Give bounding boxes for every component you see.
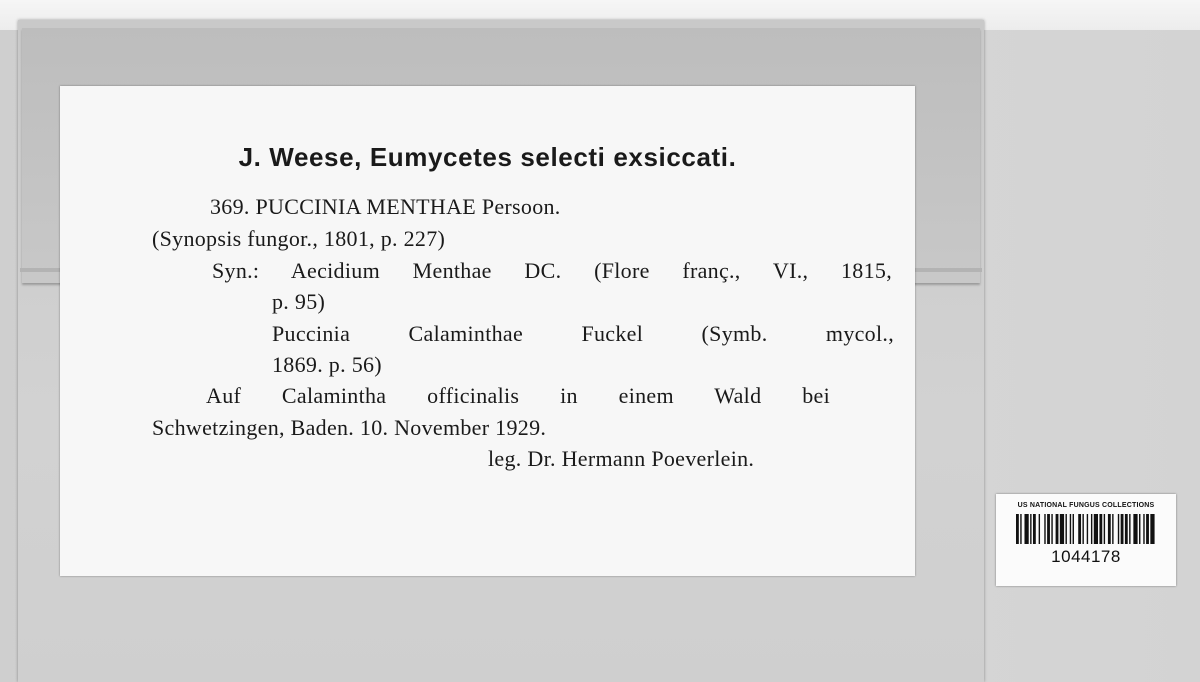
barcode-bar	[1024, 514, 1028, 544]
barcode-header: US NATIONAL FUNGUS COLLECTIONS	[1017, 502, 1155, 509]
barcode-bar	[1150, 514, 1154, 544]
barcode-bar	[1112, 514, 1113, 544]
barcode-bar	[1020, 514, 1021, 544]
label-title: J. Weese, Eumycetes selecti exsiccati.	[238, 142, 737, 172]
collector-line: leg. Dr. Hermann Poeverlein.	[488, 446, 755, 471]
synonym-line-1-cont: p. 95)	[272, 289, 326, 314]
barcode-bar	[1091, 514, 1092, 544]
barcode-bar	[1082, 514, 1083, 544]
barcode-bar	[1039, 514, 1040, 544]
barcode-bar	[1108, 514, 1111, 544]
barcode-bar	[1051, 514, 1052, 544]
host-locality-line: Auf Calamintha officinalis in einem Wald bei	[206, 383, 830, 408]
barcode-bar	[1139, 514, 1140, 544]
barcode-bar	[1099, 514, 1102, 544]
barcode-bar	[1033, 514, 1036, 544]
barcode-label	[996, 494, 1176, 586]
barcode-bar	[1073, 514, 1074, 544]
barcode-bar	[1060, 514, 1064, 544]
barcode-bar	[1065, 514, 1066, 544]
barcode-bar	[1129, 514, 1130, 544]
synonym-line-2: Puccinia Calaminthae Fuckel (Symb. mycol.,	[272, 321, 894, 346]
barcode-number: 1044178	[1051, 547, 1121, 566]
barcode-bars	[1016, 514, 1156, 544]
synonym-line-1: Syn.: Aecidium Menthae DC. (Flore franç., VI., 1815,	[212, 258, 892, 283]
barcode-bar	[1070, 514, 1071, 544]
barcode-bar	[1094, 514, 1098, 544]
barcode-bar	[1087, 514, 1088, 544]
barcode-bar	[1146, 514, 1149, 544]
barcode-bar	[1078, 514, 1081, 544]
barcode-bar	[1030, 514, 1031, 544]
barcode-bar	[1047, 514, 1050, 544]
barcode-bar	[1125, 514, 1128, 544]
citation-line: (Synopsis fungor., 1801, p. 227)	[152, 226, 446, 251]
barcode-bar	[1143, 514, 1144, 544]
locality-date-line: Schwetzingen, Baden. 10. November 1929.	[152, 415, 547, 440]
barcode-bar	[1121, 514, 1124, 544]
barcode-bar	[1133, 514, 1137, 544]
species-line: 369. PUCCINIA MENTHAE Persoon.	[210, 194, 561, 219]
barcode-bar	[1118, 514, 1119, 544]
specimen-label	[60, 86, 915, 576]
barcode-bar	[1044, 514, 1045, 544]
barcode-bar	[1104, 514, 1105, 544]
barcode-bar	[1016, 514, 1019, 544]
synonym-line-2-cont: 1869. p. 56)	[272, 352, 382, 377]
barcode-bar	[1056, 514, 1059, 544]
